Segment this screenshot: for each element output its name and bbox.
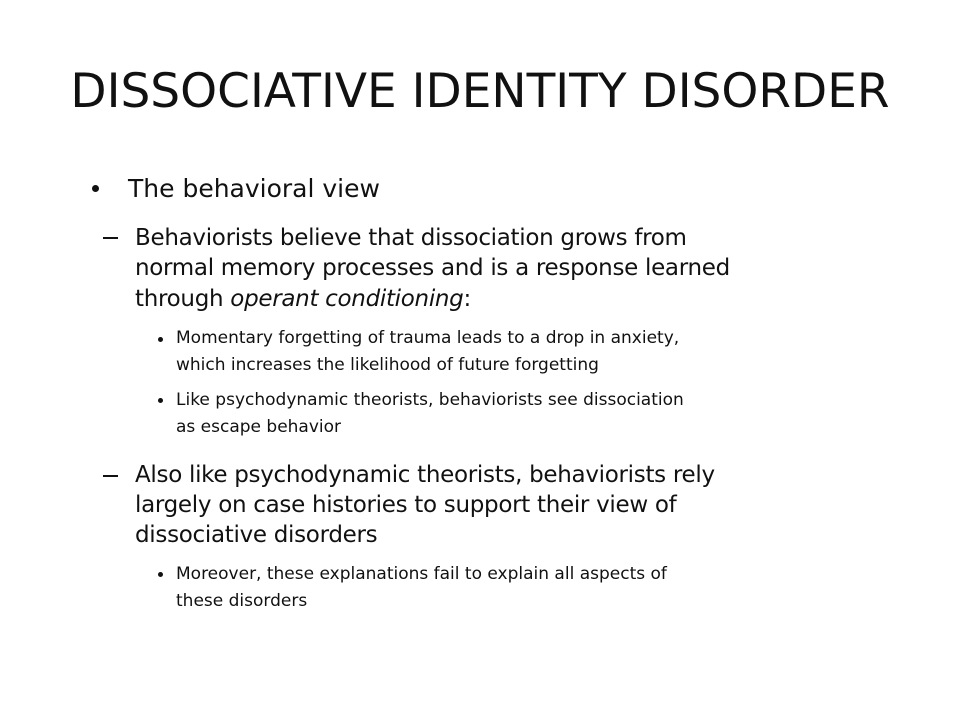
slide-title: DISSOCIATIVE IDENTITY DISORDER <box>70 64 890 119</box>
point2-line3: dissociative disorders <box>135 522 378 548</box>
bullet-icon <box>158 398 163 403</box>
bullet-behavioral-view: The behavioral view <box>128 174 380 203</box>
bullet-icon <box>92 185 99 192</box>
sub1-line2: which increases the likelihood of future forgetting <box>176 355 599 375</box>
bullet-icon <box>158 572 163 577</box>
point2-line2: largely on case histories to support their view of <box>135 492 677 518</box>
bullet-icon <box>158 337 163 342</box>
point1-line3 <box>135 286 471 312</box>
dash-icon <box>103 475 118 477</box>
sub3-line1: Moreover, these explanations fail to explain all aspects of <box>176 564 667 584</box>
point1-line3-italic: operant conditioning <box>230 286 464 312</box>
point1-line1: Behaviorists believe that dissociation grows from <box>135 225 687 251</box>
sub1-line1: Momentary forgetting of trauma leads to a drop in anxiety, <box>176 328 680 348</box>
dash-icon <box>103 237 118 239</box>
sub2-line1: Like psychodynamic theorists, behaviorists see dissociation <box>176 390 684 410</box>
point1-line3-suffix: : <box>463 286 471 312</box>
sub2-line2: as escape behavior <box>176 417 342 437</box>
point2-line1: Also like psychodynamic theorists, behaviorists rely <box>135 462 715 488</box>
point1-line2: normal memory processes and is a response learned <box>135 255 730 281</box>
sub3-line2: these disorders <box>176 591 308 611</box>
point1-line3-prefix: through <box>135 286 231 312</box>
